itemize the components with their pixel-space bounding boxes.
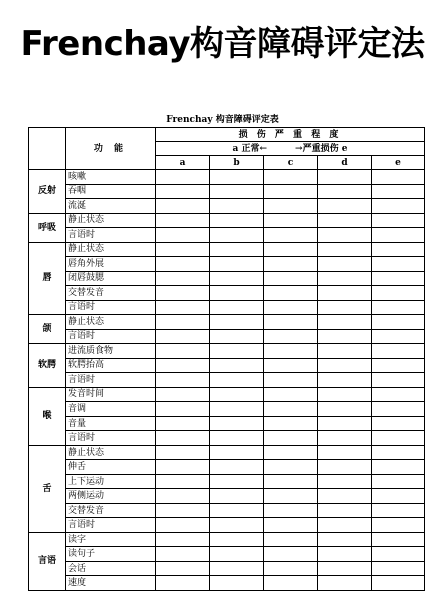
score-cell-e[interactable] bbox=[372, 315, 425, 330]
score-cell-e[interactable] bbox=[372, 228, 425, 243]
item-label: 交替发音 bbox=[66, 503, 156, 518]
score-cell-e[interactable] bbox=[372, 576, 425, 591]
score-cell-c[interactable] bbox=[264, 344, 318, 359]
score-cell-e[interactable] bbox=[372, 358, 425, 373]
score-cell-e[interactable] bbox=[372, 445, 425, 460]
score-cell-c[interactable] bbox=[264, 373, 318, 388]
score-cell-c[interactable] bbox=[264, 199, 318, 214]
table-row bbox=[29, 518, 425, 533]
grade-header-b: b bbox=[210, 156, 264, 170]
score-cell-d[interactable] bbox=[318, 300, 372, 315]
score-cell-b[interactable] bbox=[210, 387, 264, 402]
score-cell-a[interactable] bbox=[156, 518, 210, 533]
score-cell-c[interactable] bbox=[264, 315, 318, 330]
category-label: 呼吸 bbox=[29, 213, 66, 242]
score-cell-b[interactable] bbox=[210, 373, 264, 388]
score-cell-d[interactable] bbox=[318, 532, 372, 547]
item-label: 吞咽 bbox=[66, 184, 156, 199]
frenchay-assessment-table bbox=[28, 127, 425, 591]
score-cell-e[interactable] bbox=[372, 329, 425, 344]
score-cell-d[interactable] bbox=[318, 431, 372, 446]
score-cell-c[interactable] bbox=[264, 329, 318, 344]
table-row bbox=[29, 344, 425, 359]
score-cell-b[interactable] bbox=[210, 561, 264, 576]
score-cell-e[interactable] bbox=[372, 561, 425, 576]
table-row bbox=[29, 213, 425, 228]
table-row bbox=[29, 286, 425, 301]
score-cell-b[interactable] bbox=[210, 416, 264, 431]
score-cell-a[interactable] bbox=[156, 329, 210, 344]
score-cell-d[interactable] bbox=[318, 547, 372, 562]
item-label: 言语时 bbox=[66, 431, 156, 446]
score-cell-d[interactable] bbox=[318, 184, 372, 199]
item-label: 交替发音 bbox=[66, 286, 156, 301]
score-cell-e[interactable] bbox=[372, 387, 425, 402]
category-label: 颌 bbox=[29, 315, 66, 344]
score-cell-e[interactable] bbox=[372, 184, 425, 199]
item-label: 言语时 bbox=[66, 329, 156, 344]
score-cell-e[interactable] bbox=[372, 431, 425, 446]
table-row bbox=[29, 315, 425, 330]
score-cell-c[interactable] bbox=[264, 518, 318, 533]
score-cell-b[interactable] bbox=[210, 228, 264, 243]
score-cell-a[interactable] bbox=[156, 561, 210, 576]
score-cell-c[interactable] bbox=[264, 300, 318, 315]
score-cell-e[interactable] bbox=[372, 373, 425, 388]
score-cell-b[interactable] bbox=[210, 474, 264, 489]
item-label: 咳嗽 bbox=[66, 170, 156, 185]
item-label: 言语时 bbox=[66, 300, 156, 315]
score-cell-d[interactable] bbox=[318, 242, 372, 257]
score-cell-d[interactable] bbox=[318, 358, 372, 373]
score-cell-c[interactable] bbox=[264, 286, 318, 301]
header-corner-cell bbox=[29, 128, 66, 170]
score-cell-e[interactable] bbox=[372, 547, 425, 562]
score-cell-d[interactable] bbox=[318, 518, 372, 533]
score-cell-e[interactable] bbox=[372, 460, 425, 475]
table-row bbox=[29, 300, 425, 315]
table-row bbox=[29, 271, 425, 286]
score-cell-c[interactable] bbox=[264, 387, 318, 402]
score-cell-e[interactable] bbox=[372, 518, 425, 533]
score-cell-d[interactable] bbox=[318, 387, 372, 402]
score-cell-a[interactable] bbox=[156, 184, 210, 199]
score-cell-a[interactable] bbox=[156, 257, 210, 272]
score-cell-d[interactable] bbox=[318, 199, 372, 214]
score-cell-a[interactable] bbox=[156, 300, 210, 315]
score-cell-c[interactable] bbox=[264, 474, 318, 489]
category-label: 反射 bbox=[29, 170, 66, 214]
table-row bbox=[29, 228, 425, 243]
score-cell-d[interactable] bbox=[318, 416, 372, 431]
score-cell-b[interactable] bbox=[210, 344, 264, 359]
score-cell-d[interactable] bbox=[318, 561, 372, 576]
item-label: 音调 bbox=[66, 402, 156, 417]
score-cell-c[interactable] bbox=[264, 271, 318, 286]
score-cell-a[interactable] bbox=[156, 387, 210, 402]
score-cell-a[interactable] bbox=[156, 402, 210, 417]
score-cell-d[interactable] bbox=[318, 286, 372, 301]
score-cell-d[interactable] bbox=[318, 576, 372, 591]
score-cell-a[interactable] bbox=[156, 344, 210, 359]
item-label: 音量 bbox=[66, 416, 156, 431]
score-cell-a[interactable] bbox=[156, 228, 210, 243]
function-header: 功 能 bbox=[66, 128, 156, 170]
grade-header-a: a bbox=[156, 156, 210, 170]
score-cell-a[interactable] bbox=[156, 170, 210, 185]
score-cell-b[interactable] bbox=[210, 315, 264, 330]
score-cell-e[interactable] bbox=[372, 213, 425, 228]
table-row bbox=[29, 358, 425, 373]
table-row bbox=[29, 547, 425, 562]
score-cell-d[interactable] bbox=[318, 489, 372, 504]
score-cell-c[interactable] bbox=[264, 547, 318, 562]
category-label: 唇 bbox=[29, 242, 66, 315]
score-cell-d[interactable] bbox=[318, 271, 372, 286]
score-cell-b[interactable] bbox=[210, 329, 264, 344]
table-row bbox=[29, 329, 425, 344]
score-cell-d[interactable] bbox=[318, 503, 372, 518]
page-title: Frenchay构音障碍评定法 bbox=[20, 24, 425, 64]
score-cell-d[interactable] bbox=[318, 213, 372, 228]
score-cell-b[interactable] bbox=[210, 199, 264, 214]
severity-header: 损 伤 严 重 程 度 bbox=[156, 128, 425, 142]
item-label: 发音时间 bbox=[66, 387, 156, 402]
table-row bbox=[29, 387, 425, 402]
item-label: 静止状态 bbox=[66, 315, 156, 330]
score-cell-a[interactable] bbox=[156, 416, 210, 431]
table-row bbox=[29, 199, 425, 214]
item-label: 读字 bbox=[66, 532, 156, 547]
score-cell-c[interactable] bbox=[264, 257, 318, 272]
score-cell-b[interactable] bbox=[210, 242, 264, 257]
table-row bbox=[29, 460, 425, 475]
item-label: 速度 bbox=[66, 576, 156, 591]
score-cell-d[interactable] bbox=[318, 257, 372, 272]
score-cell-a[interactable] bbox=[156, 199, 210, 214]
score-cell-a[interactable] bbox=[156, 474, 210, 489]
score-cell-a[interactable] bbox=[156, 547, 210, 562]
score-cell-c[interactable] bbox=[264, 561, 318, 576]
score-cell-d[interactable] bbox=[318, 344, 372, 359]
score-cell-c[interactable] bbox=[264, 358, 318, 373]
table-row bbox=[29, 445, 425, 460]
score-cell-c[interactable] bbox=[264, 460, 318, 475]
grade-header-d: d bbox=[318, 156, 372, 170]
score-cell-c[interactable] bbox=[264, 532, 318, 547]
score-cell-b[interactable] bbox=[210, 518, 264, 533]
item-label: 软腭抬高 bbox=[66, 358, 156, 373]
table-row bbox=[29, 474, 425, 489]
table-row bbox=[29, 489, 425, 504]
table-row bbox=[29, 431, 425, 446]
score-cell-e[interactable] bbox=[372, 344, 425, 359]
scale-severe-label: →严重损伤 e bbox=[295, 143, 348, 154]
score-cell-c[interactable] bbox=[264, 242, 318, 257]
table-row bbox=[29, 576, 425, 591]
score-cell-b[interactable] bbox=[210, 460, 264, 475]
item-label: 言语时 bbox=[66, 518, 156, 533]
score-cell-c[interactable] bbox=[264, 402, 318, 417]
item-label: 闭唇鼓腮 bbox=[66, 271, 156, 286]
item-label: 进流质食物 bbox=[66, 344, 156, 359]
score-cell-d[interactable] bbox=[318, 170, 372, 185]
score-cell-c[interactable] bbox=[264, 213, 318, 228]
score-cell-e[interactable] bbox=[372, 474, 425, 489]
score-cell-a[interactable] bbox=[156, 445, 210, 460]
item-label: 读句子 bbox=[66, 547, 156, 562]
score-cell-b[interactable] bbox=[210, 431, 264, 446]
category-label: 舌 bbox=[29, 445, 66, 532]
table-row bbox=[29, 503, 425, 518]
table-row bbox=[29, 373, 425, 388]
score-cell-b[interactable] bbox=[210, 300, 264, 315]
score-cell-a[interactable] bbox=[156, 286, 210, 301]
score-cell-a[interactable] bbox=[156, 532, 210, 547]
table-row bbox=[29, 532, 425, 547]
score-cell-a[interactable] bbox=[156, 213, 210, 228]
score-cell-c[interactable] bbox=[264, 503, 318, 518]
score-cell-b[interactable] bbox=[210, 286, 264, 301]
score-cell-e[interactable] bbox=[372, 402, 425, 417]
score-cell-c[interactable] bbox=[264, 184, 318, 199]
score-cell-b[interactable] bbox=[210, 576, 264, 591]
score-cell-d[interactable] bbox=[318, 315, 372, 330]
item-label: 唇角外展 bbox=[66, 257, 156, 272]
item-label: 伸舌 bbox=[66, 460, 156, 475]
item-label: 言语时 bbox=[66, 228, 156, 243]
score-cell-e[interactable] bbox=[372, 271, 425, 286]
score-cell-b[interactable] bbox=[210, 489, 264, 504]
category-label: 言语 bbox=[29, 532, 66, 590]
score-cell-d[interactable] bbox=[318, 445, 372, 460]
score-cell-e[interactable] bbox=[372, 257, 425, 272]
table-row bbox=[29, 242, 425, 257]
score-cell-b[interactable] bbox=[210, 547, 264, 562]
score-cell-e[interactable] bbox=[372, 532, 425, 547]
score-cell-b[interactable] bbox=[210, 402, 264, 417]
item-label: 上下运动 bbox=[66, 474, 156, 489]
score-cell-d[interactable] bbox=[318, 460, 372, 475]
score-cell-b[interactable] bbox=[210, 271, 264, 286]
score-cell-d[interactable] bbox=[318, 402, 372, 417]
score-cell-a[interactable] bbox=[156, 503, 210, 518]
score-cell-e[interactable] bbox=[372, 242, 425, 257]
score-cell-c[interactable] bbox=[264, 445, 318, 460]
score-cell-a[interactable] bbox=[156, 576, 210, 591]
score-cell-a[interactable] bbox=[156, 315, 210, 330]
score-cell-c[interactable] bbox=[264, 228, 318, 243]
score-cell-b[interactable] bbox=[210, 257, 264, 272]
score-cell-b[interactable] bbox=[210, 213, 264, 228]
score-cell-b[interactable] bbox=[210, 184, 264, 199]
score-cell-b[interactable] bbox=[210, 170, 264, 185]
score-cell-a[interactable] bbox=[156, 373, 210, 388]
score-cell-a[interactable] bbox=[156, 358, 210, 373]
scale-normal-label: a 正常← bbox=[232, 143, 268, 154]
score-cell-c[interactable] bbox=[264, 431, 318, 446]
score-cell-d[interactable] bbox=[318, 228, 372, 243]
table-row bbox=[29, 416, 425, 431]
score-cell-d[interactable] bbox=[318, 474, 372, 489]
score-cell-e[interactable] bbox=[372, 286, 425, 301]
score-cell-c[interactable] bbox=[264, 489, 318, 504]
score-cell-b[interactable] bbox=[210, 358, 264, 373]
score-cell-d[interactable] bbox=[318, 373, 372, 388]
score-cell-b[interactable] bbox=[210, 532, 264, 547]
item-label: 静止状态 bbox=[66, 242, 156, 257]
score-cell-e[interactable] bbox=[372, 416, 425, 431]
severity-scale bbox=[156, 142, 425, 156]
score-cell-e[interactable] bbox=[372, 199, 425, 214]
score-cell-b[interactable] bbox=[210, 503, 264, 518]
score-cell-a[interactable] bbox=[156, 431, 210, 446]
table-row bbox=[29, 170, 425, 185]
item-label: 会话 bbox=[66, 561, 156, 576]
grade-header-e: e bbox=[372, 156, 425, 170]
item-label: 两侧运动 bbox=[66, 489, 156, 504]
score-cell-e[interactable] bbox=[372, 170, 425, 185]
score-cell-a[interactable] bbox=[156, 242, 210, 257]
score-cell-a[interactable] bbox=[156, 460, 210, 475]
score-cell-d[interactable] bbox=[318, 329, 372, 344]
table-row bbox=[29, 257, 425, 272]
score-cell-a[interactable] bbox=[156, 489, 210, 504]
category-label: 喉 bbox=[29, 387, 66, 445]
table-row bbox=[29, 561, 425, 576]
item-label: 静止状态 bbox=[66, 213, 156, 228]
score-cell-c[interactable] bbox=[264, 416, 318, 431]
category-label: 软腭 bbox=[29, 344, 66, 388]
score-cell-e[interactable] bbox=[372, 503, 425, 518]
table-row bbox=[29, 402, 425, 417]
item-label: 静止状态 bbox=[66, 445, 156, 460]
score-cell-b[interactable] bbox=[210, 445, 264, 460]
table-row bbox=[29, 184, 425, 199]
score-cell-c[interactable] bbox=[264, 576, 318, 591]
score-cell-e[interactable] bbox=[372, 489, 425, 504]
score-cell-a[interactable] bbox=[156, 271, 210, 286]
grade-header-c: c bbox=[264, 156, 318, 170]
score-cell-e[interactable] bbox=[372, 300, 425, 315]
item-label: 流涎 bbox=[66, 199, 156, 214]
table-caption: Frenchay 构音障碍评定表 bbox=[166, 115, 279, 125]
score-cell-c[interactable] bbox=[264, 170, 318, 185]
item-label: 言语时 bbox=[66, 373, 156, 388]
